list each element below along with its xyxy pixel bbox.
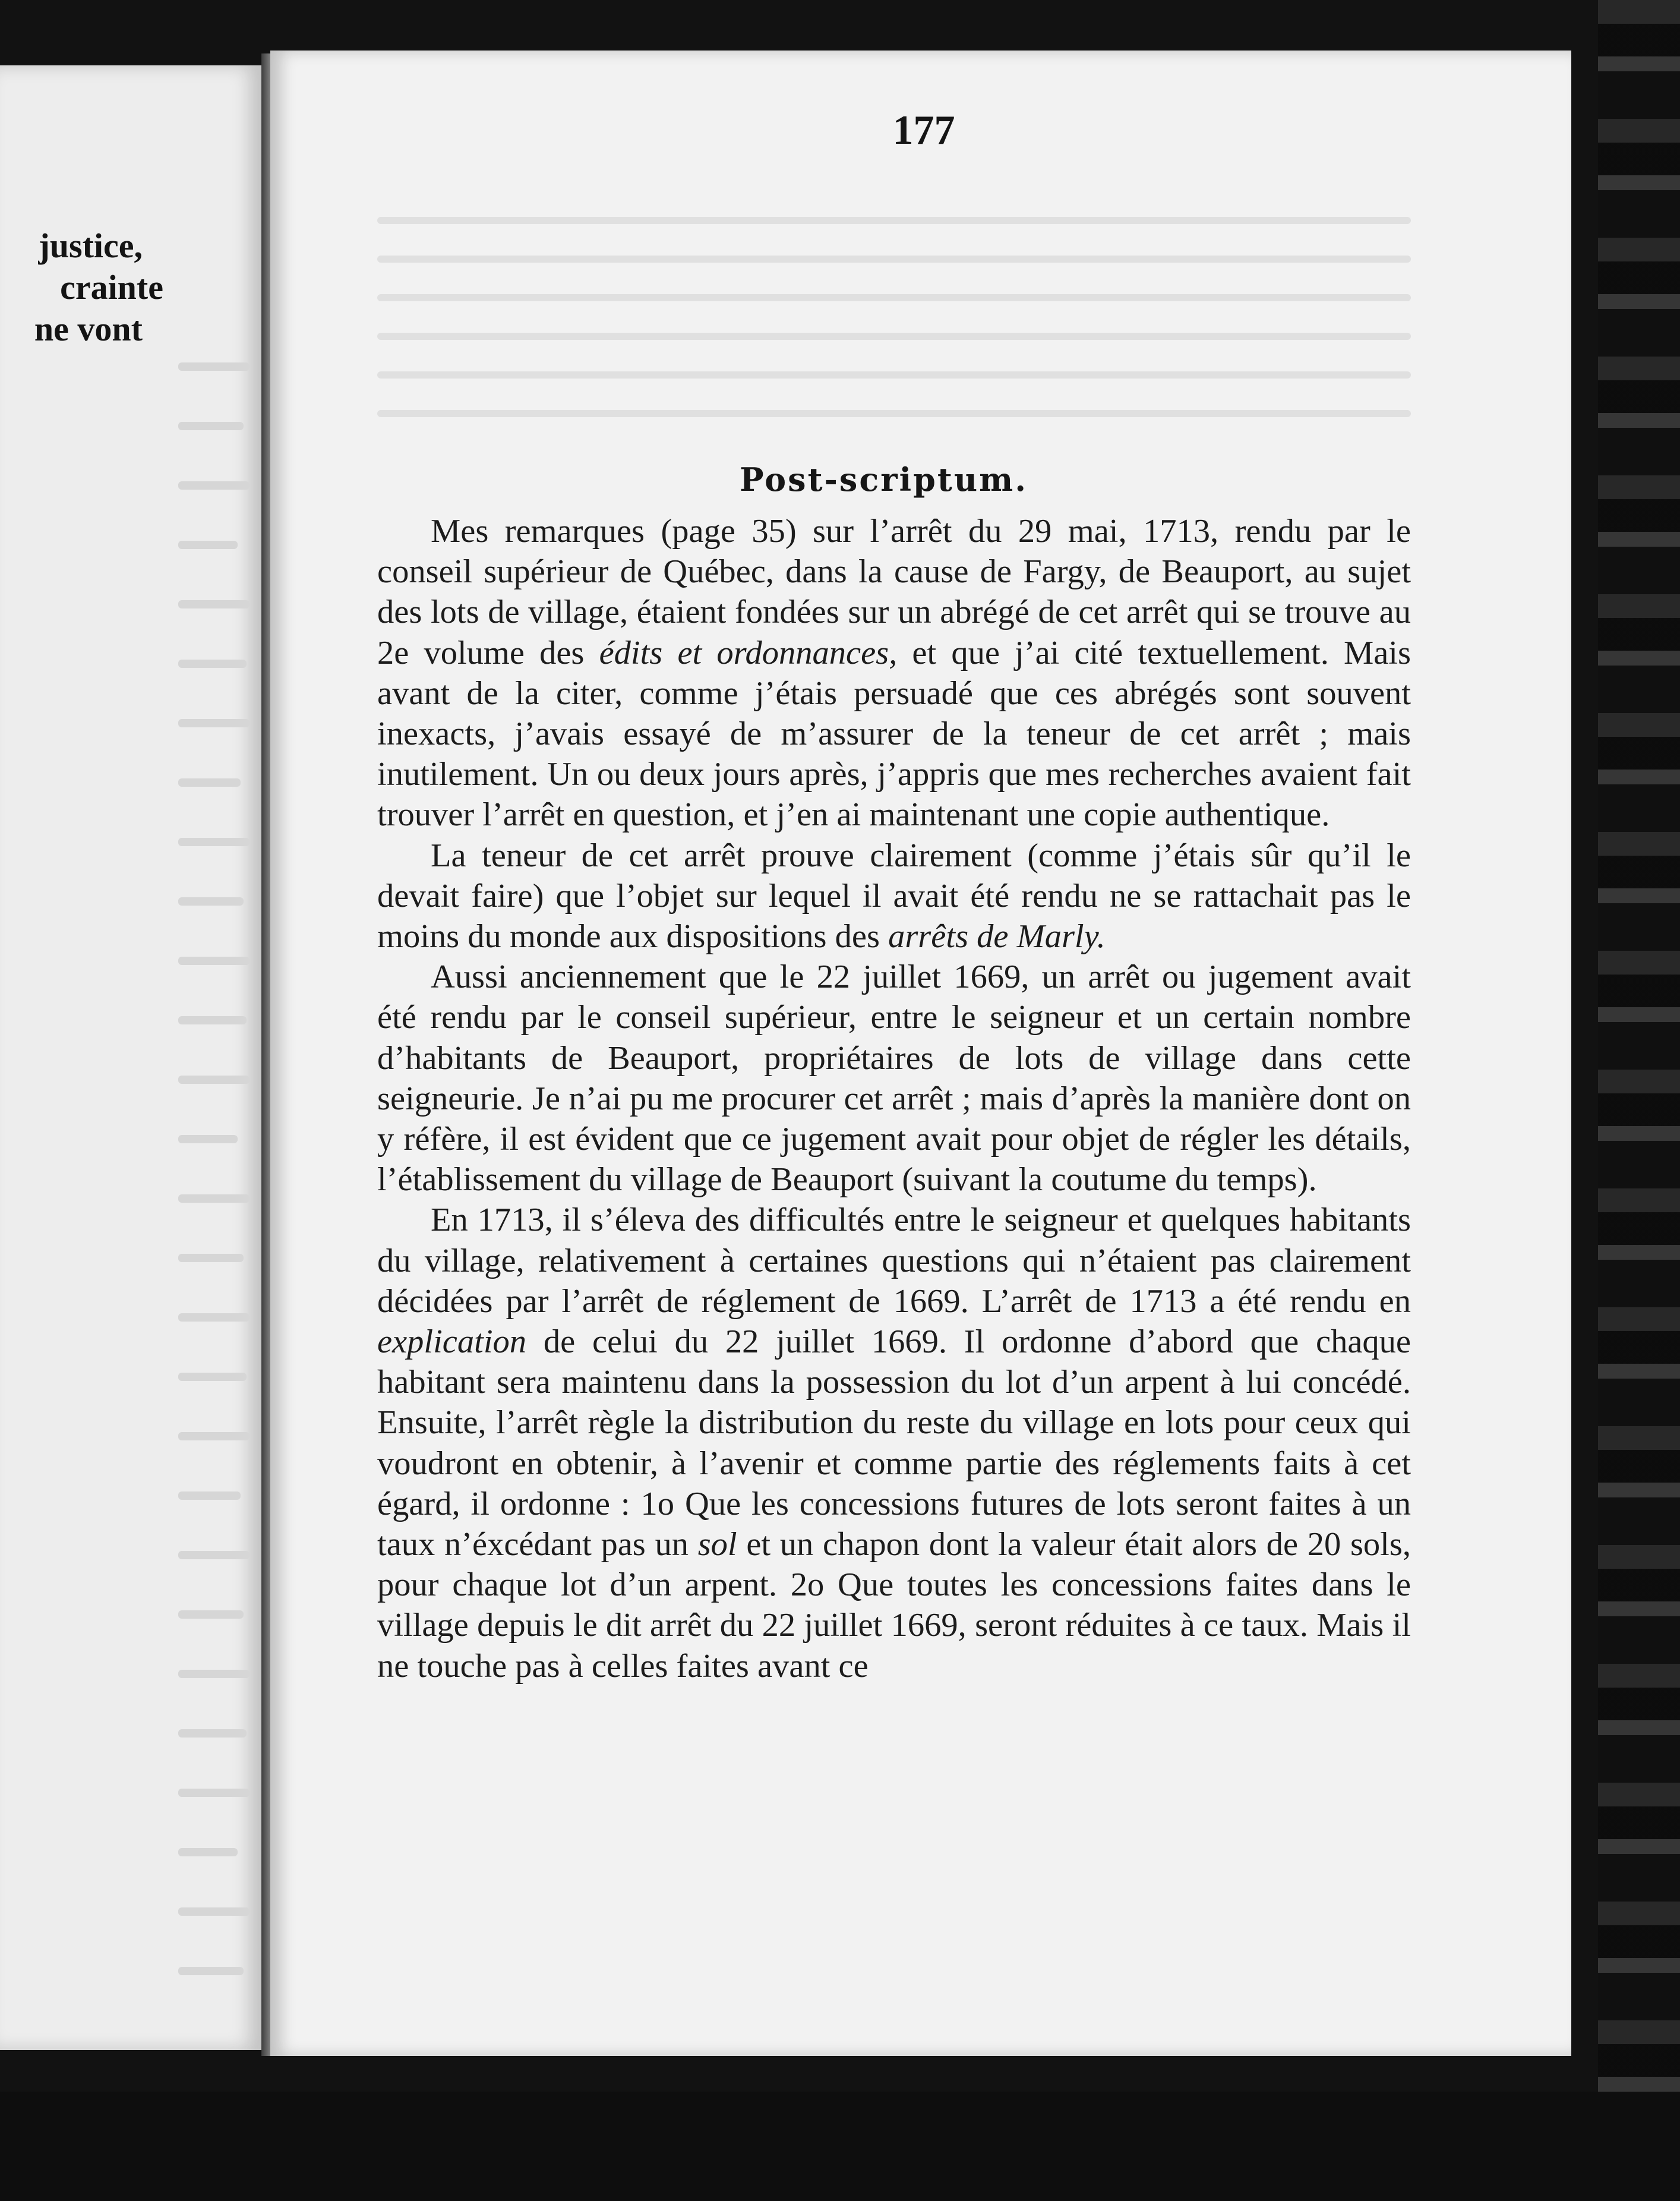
left-ghost-line xyxy=(178,897,244,906)
left-ghost-line xyxy=(178,1016,247,1024)
left-ghost-line xyxy=(178,1076,250,1084)
left-ghost-line xyxy=(178,362,250,371)
left-page xyxy=(0,65,263,2050)
left-ghost-line xyxy=(178,1135,238,1143)
left-ghost-line xyxy=(178,1670,250,1678)
bleed-through-line xyxy=(377,333,1411,340)
paragraph-4 xyxy=(377,1200,1411,1686)
paragraph-3 xyxy=(377,957,1411,1200)
left-ghost-line xyxy=(178,1194,250,1203)
text-run: La teneur de cet arrêt prouve clairement (comme j’étais sûr qu’il le devait faire) que l’objet sur lequel il avait été rendu ne se rattachait pas le moins du monde aux dispositions des xyxy=(377,837,1411,956)
left-ghost-line xyxy=(178,1610,244,1619)
text-run: Mes remarques (page 35) sur l’arrêt du 29 mai, 1713, rendu par le conseil supérieur de Québec, dans la cause de Fargy, de Beauport, au sujet des lots de village, étaient fondées sur un abrégé de cet arrêt qui se trouve au 2e volume des xyxy=(377,513,1411,671)
italic-run: sol xyxy=(697,1526,737,1563)
italic-run: explication xyxy=(377,1323,527,1361)
left-ghost-line xyxy=(178,660,247,668)
paragraph-1 xyxy=(377,511,1411,835)
left-ghost-line xyxy=(178,1432,250,1440)
left-ghost-line xyxy=(178,600,250,608)
left-ghost-line xyxy=(178,541,238,549)
text-run: En 1713, il s’éleva des difficultés entre le seigneur et quelques habitants du village, relativement à certaines questions qui n’étaient pas clairement décidées par l’arrêt de réglement de 1669. L’arrêt de 1713 a été rendu en xyxy=(377,1202,1411,1320)
left-ghost-line xyxy=(178,719,250,727)
scan-edge-right xyxy=(1598,0,1680,2201)
italic-run: édits et ordonnances, xyxy=(599,634,898,671)
left-ghost-line xyxy=(178,1789,250,1797)
post-scriptum-heading: Post-scriptum. xyxy=(740,461,1028,499)
italic-run: arrêts de Marly. xyxy=(888,918,1106,956)
bleed-through-line xyxy=(377,294,1411,301)
left-fragment-1: justice, xyxy=(38,226,143,265)
bleed-through-line xyxy=(377,371,1411,379)
paragraph-2 xyxy=(377,835,1411,957)
left-ghost-line xyxy=(178,1967,244,1975)
left-ghost-line xyxy=(178,1729,247,1738)
left-ghost-line xyxy=(178,1254,244,1262)
left-ghost-line xyxy=(178,1313,250,1322)
left-fragment-3: ne vont xyxy=(34,310,143,348)
left-fragment-2: crainte xyxy=(60,268,163,307)
page-number: 177 xyxy=(892,108,955,153)
bleed-through-line xyxy=(377,256,1411,263)
bleed-through-line xyxy=(377,217,1411,224)
text-run: et que j’ai cité textuellement. Mais avant de la citer, comme j’étais persuadé que ces abrégés sont souvent inexacts, j’avais essayé de m’assurer de la teneur de cet arrêt ; mais inutilement. Un ou deux jours après, j’appris que mes recherches avaient fait trouver l’arrêt en question, et j’en ai maintenant une copie authentique. xyxy=(377,634,1411,834)
left-ghost-line xyxy=(178,957,250,965)
left-ghost-line xyxy=(178,1551,250,1559)
left-ghost-line xyxy=(178,1907,250,1916)
text-run: Aussi anciennement que le 22 juillet 1669, un arrêt ou jugement avait été rendu par le conseil supérieur, entre le seigneur et un certain nombre d’habitants de Beauport, propriétaires de lots de village dans cette seigneurie. Je n’ai pu me procurer cet arrêt ; mais d’après la manière dont on y réfère, il est évident que ce jugement avait pour objet de régler les détails, l’établissement du village de Beauport (suivant la coutume du temps). xyxy=(377,958,1411,1199)
body-text xyxy=(377,511,1411,1686)
left-ghost-line xyxy=(178,1373,247,1381)
left-ghost-line xyxy=(178,838,250,846)
text-run: de celui du 22 juillet 1669. Il ordonne d’abord que chaque habitant sera maintenu dans la possession du lot d’un arpent à lui concédé. Ensuite, l’arrêt règle la distribution du reste du village en lots pour ceux qui voudront en obtenir, à l’avenir et comme partie des réglements faits à cet égard, il ordonne : 1o Que les concessions futures de lots seront faites à un taux n’éxcédant pas un xyxy=(377,1323,1411,1563)
bleed-through-line xyxy=(377,410,1411,417)
left-ghost-line xyxy=(178,481,250,490)
right-page xyxy=(270,51,1571,2056)
left-ghost-line xyxy=(178,778,241,787)
left-ghost-line xyxy=(178,1491,241,1500)
text-run: et un chapon dont la valeur était alors de 20 sols, pour chaque lot d’un arpent. 2o Que toutes les concessions faites dans le village depuis le dit arrêt du 22 juillet 1669, seront réduites à ce taux. Mais il ne touche pas à celles faites avant ce xyxy=(377,1526,1411,1685)
left-ghost-line xyxy=(178,1848,238,1856)
scan-edge-bottom xyxy=(0,2092,1680,2201)
left-ghost-line xyxy=(178,422,244,430)
